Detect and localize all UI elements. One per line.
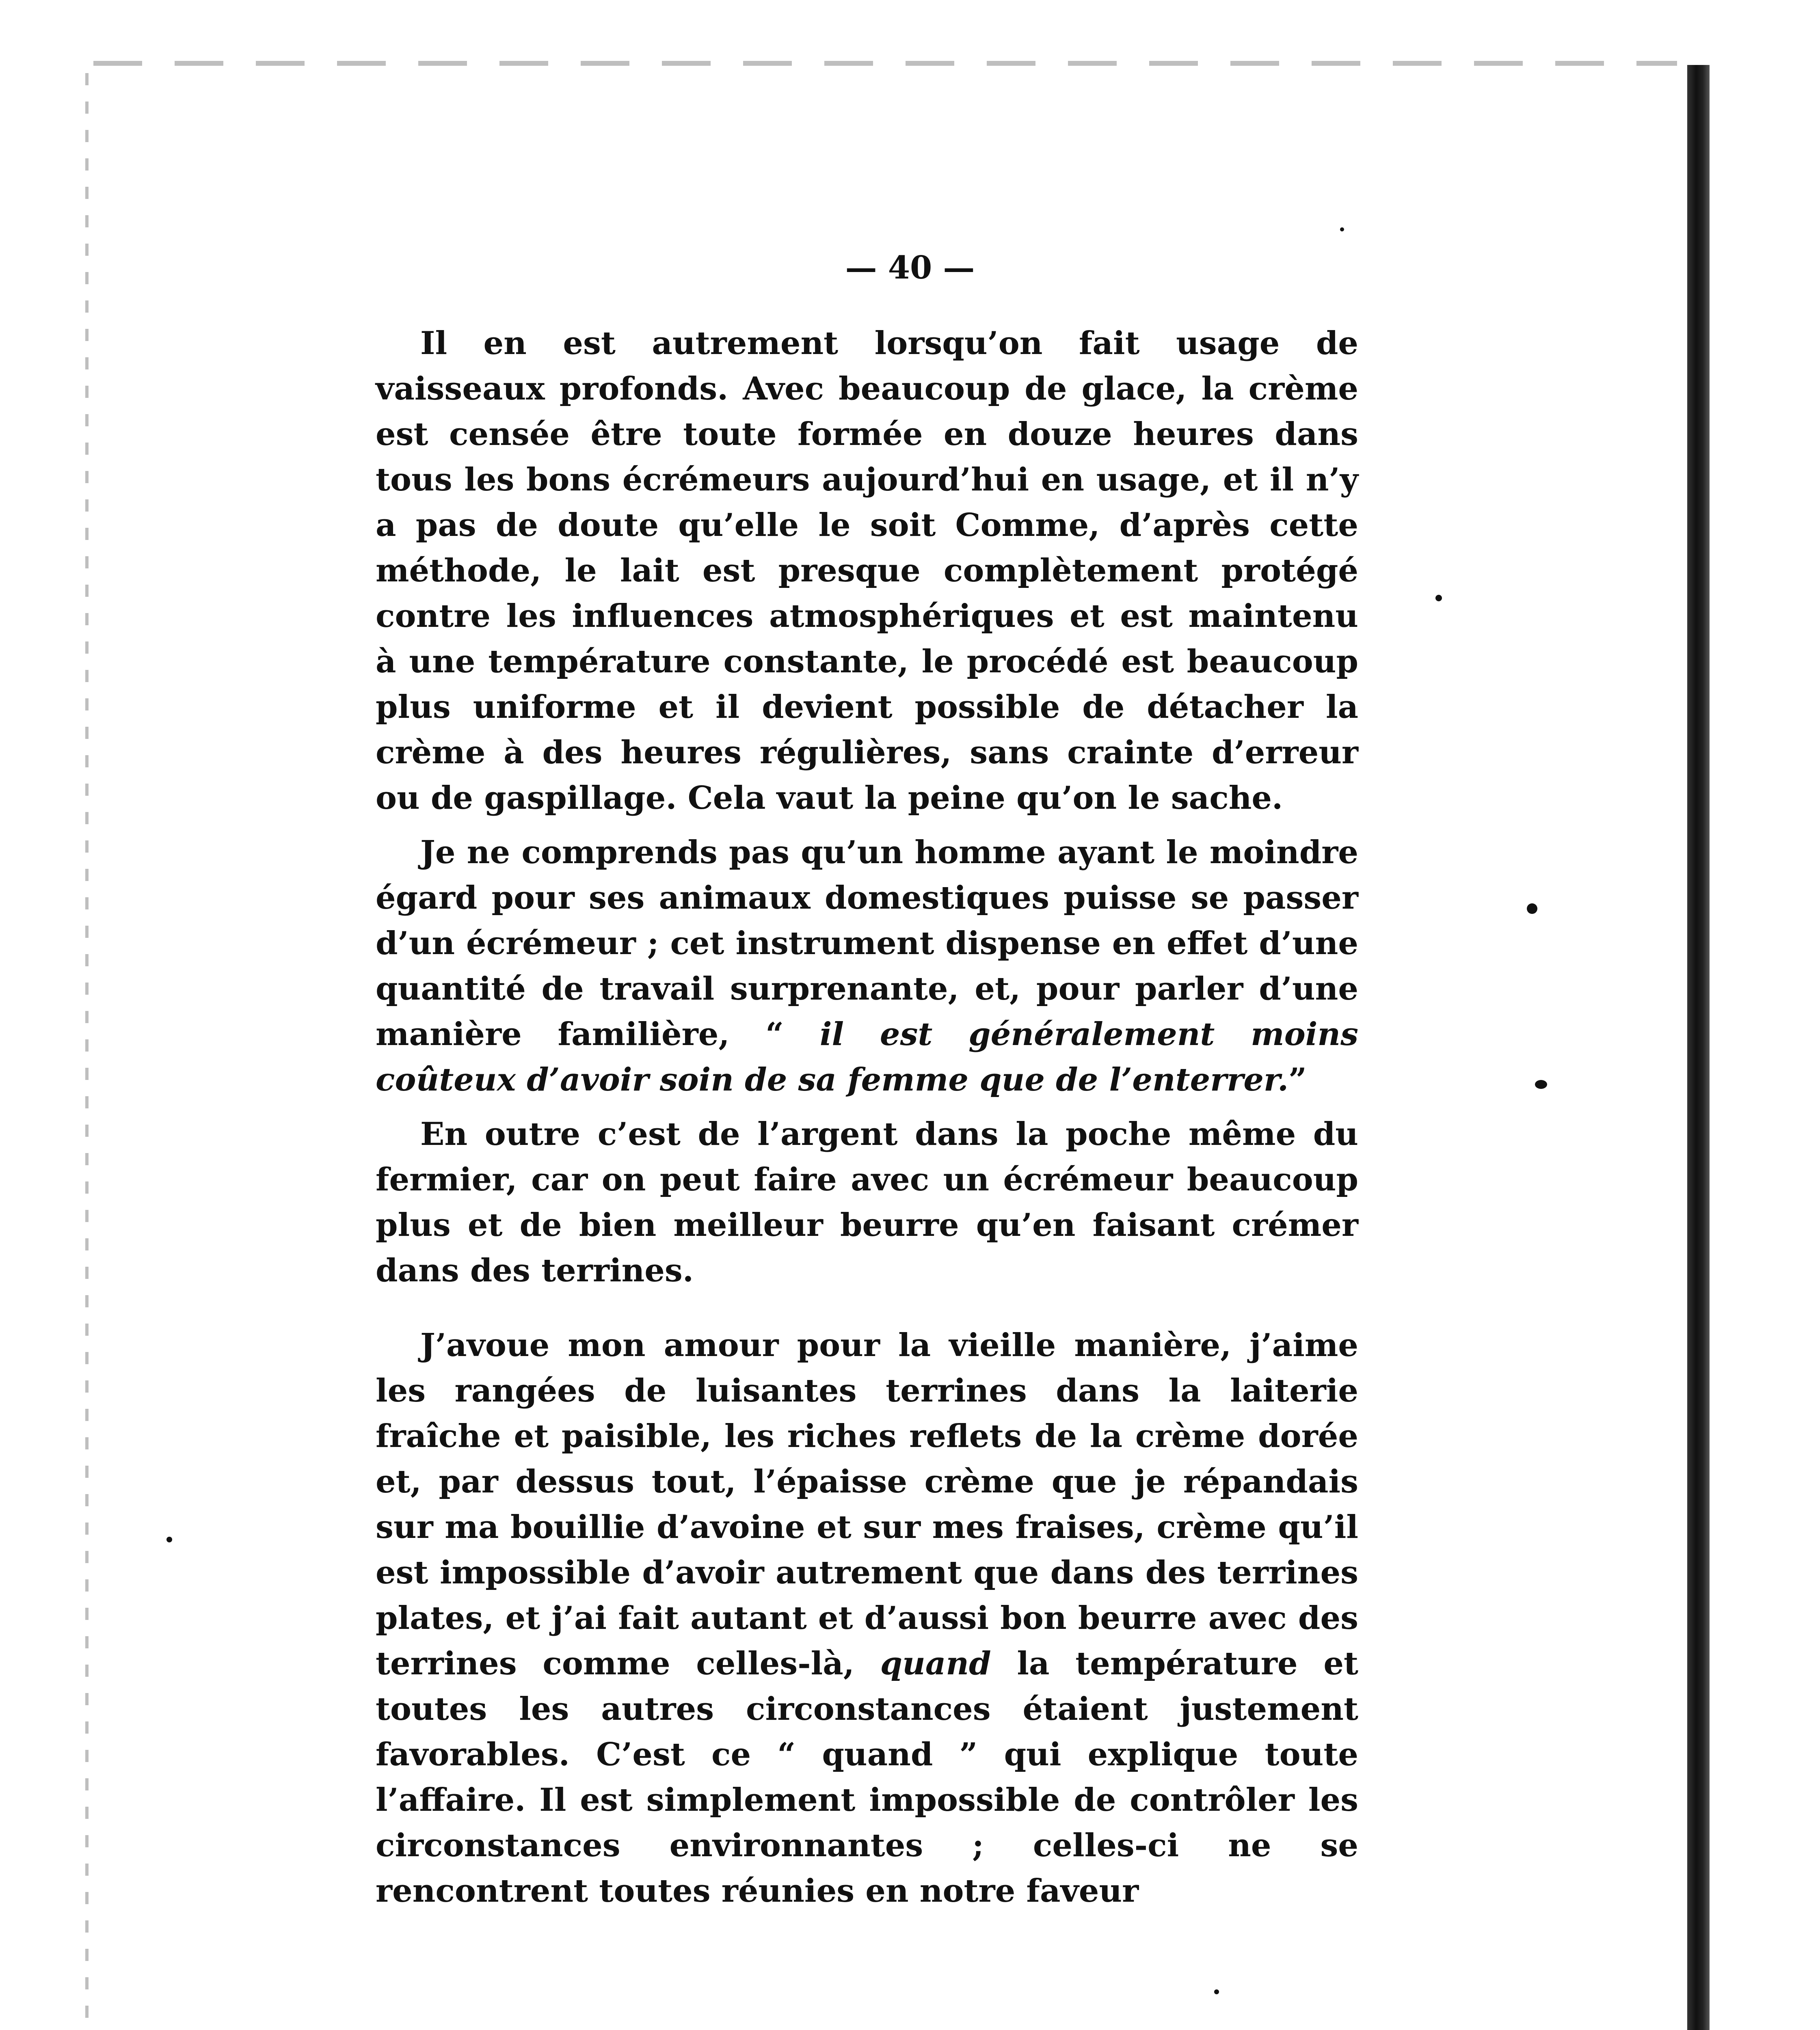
paragraph-text: Je ne comprends pas qu’un homme ayant le moindre égard pour ses animaux domestiques puisse se passer d’un écrémeur ; cet instrument dispense en effet d’une quantité de travail surprenante, et, pour parler d’une manière familière, “ — [376, 834, 1358, 1053]
ink-speck — [1527, 903, 1537, 914]
italic-text: il est généralement moins coûteux d’avoir soin de sa femme que de l’enterrer. — [376, 1016, 1358, 1098]
italic-text: quand — [880, 1645, 991, 1682]
scan-left-edge — [85, 73, 89, 2030]
paragraph-text: ” — [1288, 1061, 1307, 1098]
paragraph — [376, 1323, 1358, 1914]
ink-speck — [166, 1537, 172, 1542]
ink-speck — [1214, 1989, 1219, 1994]
ink-speck — [1435, 595, 1442, 601]
scan-top-edge — [93, 61, 1677, 66]
paragraph-text: Il en est autrement lorsqu’on fait usage de vaisseaux profonds. Avec beaucoup de glace, la crème est censée être toute formée en douze heures dans tous les bons écrémeurs aujourd’hui en usage, et il n’y a pas de doute qu’elle le soit Comme, d’après cette méthode, le lait est presque complètement protégé contre les influences atmosphériques et est maintenu à une température constante, le procédé est beaucoup plus uniforme et il devient possible de détacher la crème à des heures régulières, sans crainte d’erreur ou de gaspillage. Cela vaut la peine qu’on le sache. — [376, 325, 1358, 816]
paragraph — [376, 830, 1358, 1103]
paragraph-text: En outre c’est de l’argent dans la poche même du fermier, car on peut faire avec un écrémeur beaucoup plus et de bien meilleur beurre qu’en faisant crémer dans des terrines. — [376, 1116, 1358, 1289]
paragraph — [376, 321, 1358, 821]
ink-speck — [1340, 227, 1344, 231]
page-number: — 40 — — [845, 249, 975, 286]
scan-right-edge — [1687, 65, 1710, 2030]
paragraph-text: J’avoue mon amour pour la vieille manière, j’aime les rangées de luisantes terrines dans la laiterie fraîche et paisible, les riches reflets de la crème dorée et, par dessus tout, l’épaisse crème que je répandais sur ma bouillie d’avoine et sur mes fraises, crème qu’il est impossible d’avoir autrement que dans des terrines plates, et j’ai fait autant et d’aussi bon beurre avec des terrines comme celles-là, — [376, 1327, 1358, 1682]
paragraph-text: la température et toutes les autres circonstances étaient justement favorables. C’est ce “ quand ” qui explique toute l’affaire. Il est simplement impossible de contrôler les circonstances environnantes ; celles-ci ne se rencontrent toutes réunies en notre faveur — [376, 1645, 1358, 1909]
ink-speck — [1535, 1080, 1547, 1089]
paragraph — [376, 1112, 1358, 1294]
body-text — [376, 321, 1358, 1914]
